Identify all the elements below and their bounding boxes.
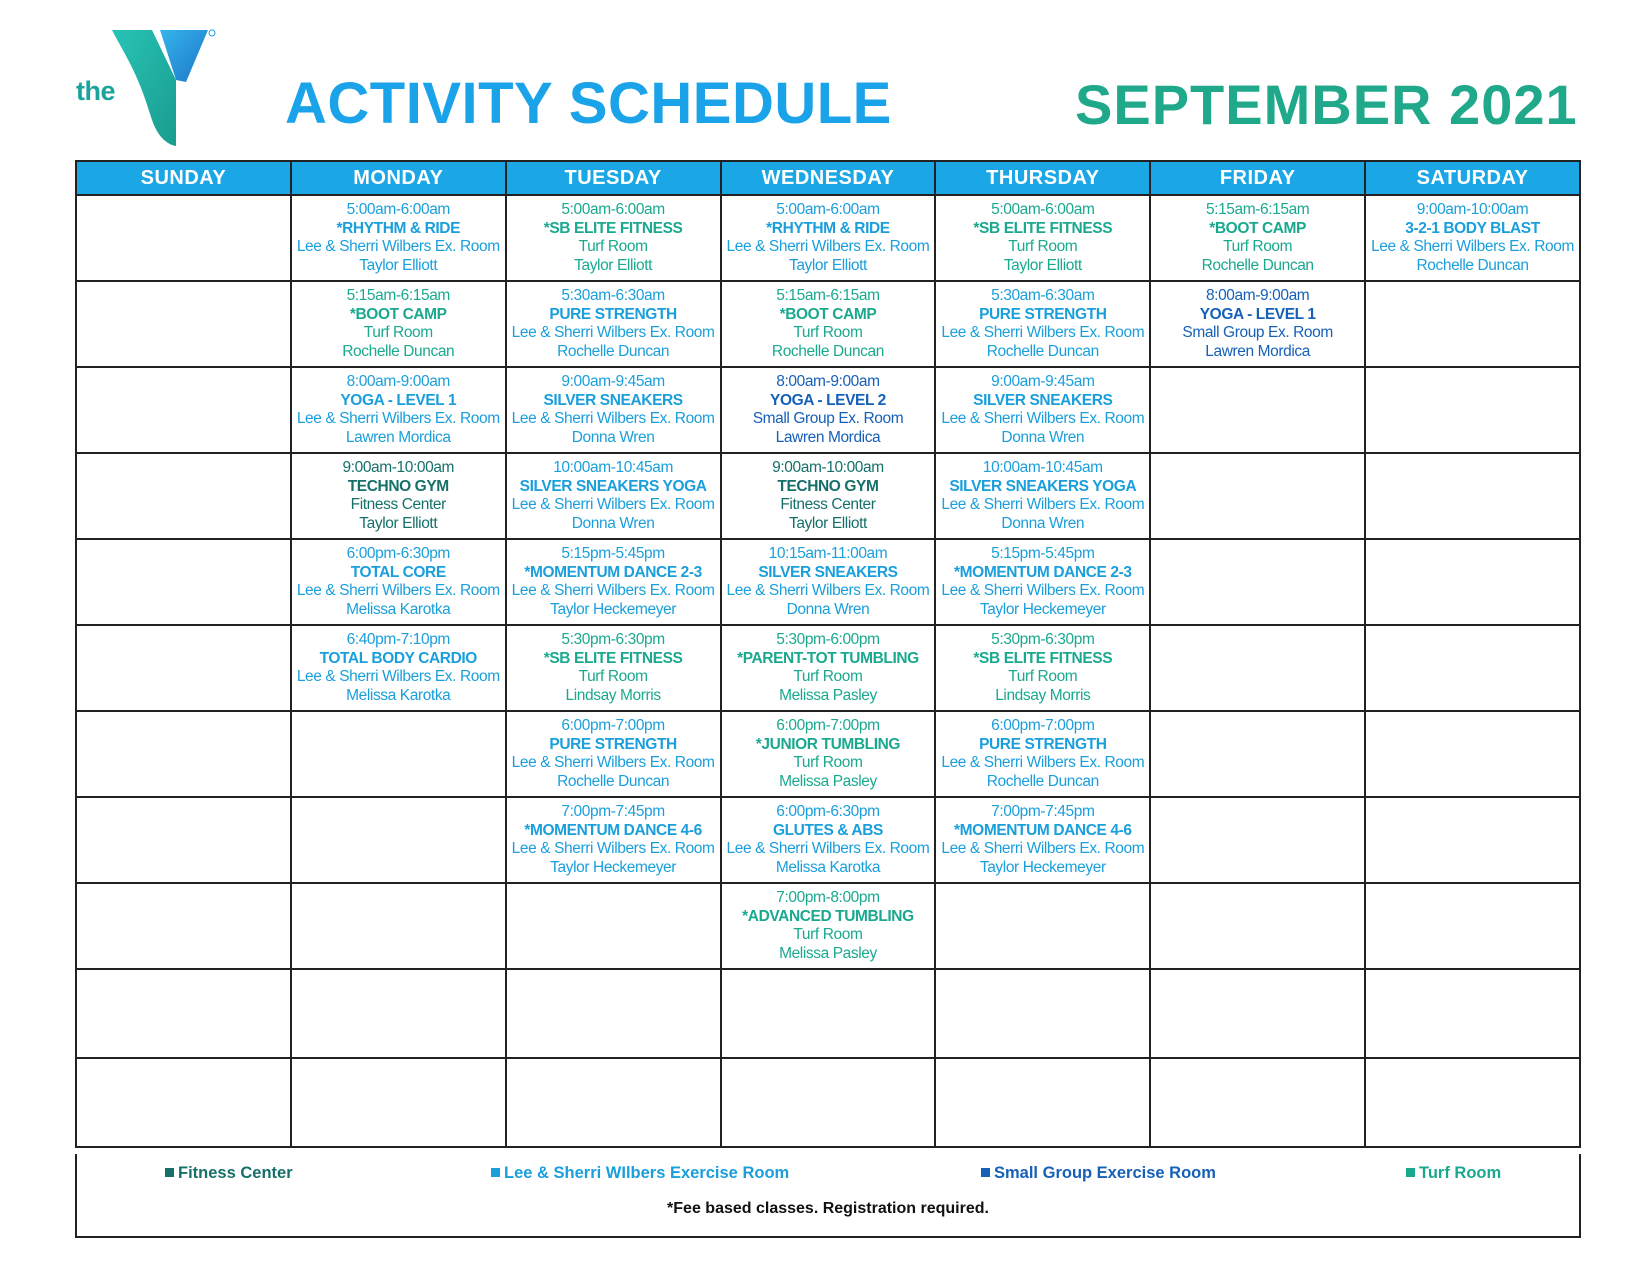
class-instructor: Taylor Elliott bbox=[788, 514, 867, 532]
class-room: Small Group Ex. Room bbox=[1182, 324, 1333, 341]
class-time: 9:00am-10:00am bbox=[772, 459, 884, 476]
schedule-cell-tuesday bbox=[506, 969, 721, 1058]
fee-note: *Fee based classes. Registration required. bbox=[667, 1200, 989, 1217]
schedule-cell-wednesday bbox=[721, 281, 936, 367]
class-room: Turf Room bbox=[793, 324, 863, 341]
class-time: 8:00am-9:00am bbox=[346, 373, 450, 390]
legend-fitness-center bbox=[165, 1164, 293, 1183]
class-room: Lee & Sherri Wilbers Ex. Room bbox=[941, 754, 1145, 771]
class-room: Lee & Sherri Wilbers Ex. Room bbox=[726, 238, 930, 255]
class-room: Fitness Center bbox=[780, 496, 876, 513]
class-room: Turf Room bbox=[793, 668, 863, 685]
logo-the-text: the bbox=[76, 76, 115, 106]
schedule-row bbox=[76, 797, 1580, 883]
class-instructor: Taylor Elliott bbox=[1003, 256, 1082, 274]
class-time: 7:00pm-7:45pm bbox=[561, 803, 665, 820]
day-header-sunday: SUNDAY bbox=[76, 161, 291, 195]
legend-square-icon bbox=[1406, 1168, 1415, 1177]
day-header-wednesday: WEDNESDAY bbox=[721, 161, 936, 195]
class-name: YOGA - LEVEL 1 bbox=[340, 391, 457, 409]
schedule-cell-saturday bbox=[1365, 367, 1580, 453]
schedule-cell-monday bbox=[291, 883, 506, 969]
class-entry bbox=[507, 373, 720, 447]
class-entry bbox=[292, 631, 505, 705]
class-room: Lee & Sherri Wilbers Ex. Room bbox=[941, 496, 1145, 513]
schedule-cell-saturday bbox=[1365, 883, 1580, 969]
class-instructor: Lawren Mordica bbox=[345, 428, 451, 446]
schedule-cell-tuesday bbox=[506, 281, 721, 367]
class-time: 10:00am-10:45am bbox=[553, 459, 674, 476]
class-time: 5:15pm-5:45pm bbox=[561, 545, 665, 562]
schedule-cell-sunday bbox=[76, 281, 291, 367]
class-name: *SB ELITE FITNESS bbox=[973, 649, 1113, 667]
class-entry bbox=[722, 803, 935, 877]
class-room: Lee & Sherri Wilbers Ex. Room bbox=[511, 324, 715, 341]
class-time: 9:00am-9:45am bbox=[991, 373, 1095, 390]
class-name: *BOOT CAMP bbox=[779, 305, 877, 323]
schedule-cell-saturday bbox=[1365, 969, 1580, 1058]
ymca-logo bbox=[76, 28, 226, 146]
class-room: Lee & Sherri Wilbers Ex. Room bbox=[941, 324, 1145, 341]
class-name: PURE STRENGTH bbox=[549, 735, 677, 753]
schedule-cell-monday bbox=[291, 281, 506, 367]
class-time: 7:00pm-8:00pm bbox=[776, 889, 880, 906]
schedule-cell-wednesday bbox=[721, 883, 936, 969]
class-entry bbox=[507, 459, 720, 533]
class-entry bbox=[722, 201, 935, 275]
schedule-cell-saturday bbox=[1365, 195, 1580, 281]
class-time: 5:15am-6:15am bbox=[1205, 201, 1310, 218]
class-time: 5:30pm-6:00pm bbox=[776, 631, 880, 648]
schedule-cell-sunday bbox=[76, 1058, 291, 1147]
schedule-cell-friday bbox=[1150, 281, 1365, 367]
schedule-cell-friday bbox=[1150, 883, 1365, 969]
schedule-cell-monday bbox=[291, 453, 506, 539]
legend-small-group-room bbox=[981, 1164, 1216, 1183]
class-name: 3-2-1 BODY BLAST bbox=[1405, 219, 1540, 237]
class-entry bbox=[507, 803, 720, 877]
class-name: GLUTES & ABS bbox=[772, 821, 883, 839]
logo-ymca-text: YMCA bbox=[176, 105, 196, 132]
schedule-cell-sunday bbox=[76, 969, 291, 1058]
class-name: *JUNIOR TUMBLING bbox=[755, 735, 901, 753]
schedule-cell-wednesday bbox=[721, 797, 936, 883]
class-entry bbox=[936, 631, 1149, 705]
schedule-cell-sunday bbox=[76, 711, 291, 797]
class-room: Lee & Sherri Wilbers Ex. Room bbox=[941, 582, 1145, 599]
class-entry bbox=[292, 287, 505, 361]
legend-square-icon bbox=[165, 1168, 174, 1177]
class-room: Lee & Sherri Wilbers Ex. Room bbox=[296, 668, 500, 685]
legend-footer bbox=[75, 1154, 1581, 1238]
schedule-cell-wednesday bbox=[721, 539, 936, 625]
class-time: 9:00am-10:00am bbox=[1416, 201, 1529, 218]
schedule-cell-sunday bbox=[76, 625, 291, 711]
class-room: Lee & Sherri Wilbers Ex. Room bbox=[511, 582, 715, 599]
class-time: 8:00am-9:00am bbox=[776, 373, 880, 390]
schedule-cell-friday bbox=[1150, 1058, 1365, 1147]
class-entry bbox=[507, 717, 720, 791]
schedule-cell-thursday bbox=[935, 969, 1150, 1058]
schedule-cell-sunday bbox=[76, 797, 291, 883]
schedule-row bbox=[76, 539, 1580, 625]
schedule-row bbox=[76, 367, 1580, 453]
schedule-cell-wednesday bbox=[721, 453, 936, 539]
class-name: *SB ELITE FITNESS bbox=[543, 219, 683, 237]
schedule-cell-friday bbox=[1150, 453, 1365, 539]
class-time: 5:00am-6:00am bbox=[346, 201, 450, 218]
schedule-cell-friday bbox=[1150, 711, 1365, 797]
class-entry bbox=[936, 545, 1149, 619]
class-room: Lee & Sherri Wilbers Ex. Room bbox=[941, 840, 1145, 857]
schedule-cell-thursday bbox=[935, 797, 1150, 883]
schedule-cell-tuesday bbox=[506, 453, 721, 539]
class-time: 6:40pm-7:10pm bbox=[346, 631, 450, 648]
schedule-cell-tuesday bbox=[506, 539, 721, 625]
class-instructor: Lawren Mordica bbox=[775, 428, 881, 446]
class-instructor: Rochelle Duncan bbox=[342, 342, 455, 360]
schedule-cell-monday bbox=[291, 969, 506, 1058]
schedule-cell-saturday bbox=[1365, 453, 1580, 539]
class-entry bbox=[936, 373, 1149, 447]
schedule-cell-tuesday bbox=[506, 711, 721, 797]
class-name: SILVER SNEAKERS YOGA bbox=[949, 477, 1137, 495]
schedule-cell-saturday bbox=[1365, 711, 1580, 797]
class-entry bbox=[1366, 201, 1579, 275]
class-room: Fitness Center bbox=[350, 496, 446, 513]
legend-label: Lee & Sherri WIlbers Exercise Room bbox=[504, 1164, 790, 1182]
class-name: TECHNO GYM bbox=[347, 477, 449, 495]
class-instructor: Melissa Pasley bbox=[779, 772, 877, 790]
schedule-cell-thursday bbox=[935, 195, 1150, 281]
class-instructor: Rochelle Duncan bbox=[557, 772, 670, 790]
schedule-cell-friday bbox=[1150, 367, 1365, 453]
class-instructor: Donna Wren bbox=[1001, 514, 1085, 532]
day-header-saturday: SATURDAY bbox=[1365, 161, 1580, 195]
class-room: Small Group Ex. Room bbox=[752, 410, 904, 427]
class-entry bbox=[1151, 201, 1364, 275]
schedule-cell-thursday bbox=[935, 453, 1150, 539]
class-room: Turf Room bbox=[1223, 238, 1293, 255]
class-name: *MOMENTUM DANCE 2-3 bbox=[524, 563, 702, 581]
class-room: Lee & Sherri Wilbers Ex. Room bbox=[511, 496, 715, 513]
class-time: 5:30am-6:30am bbox=[991, 287, 1095, 304]
schedule-cell-friday bbox=[1150, 625, 1365, 711]
legend-square-icon bbox=[981, 1168, 990, 1177]
class-instructor: Donna Wren bbox=[786, 600, 870, 618]
class-instructor: Donna Wren bbox=[571, 514, 655, 532]
class-instructor: Rochelle Duncan bbox=[1416, 256, 1529, 274]
class-name: *MOMENTUM DANCE 2-3 bbox=[954, 563, 1132, 581]
schedule-cell-sunday bbox=[76, 883, 291, 969]
schedule-row bbox=[76, 281, 1580, 367]
class-name: SILVER SNEAKERS bbox=[973, 391, 1113, 409]
class-entry bbox=[722, 373, 935, 447]
schedule-body bbox=[76, 195, 1580, 1147]
schedule-cell-saturday bbox=[1365, 1058, 1580, 1147]
class-entry bbox=[936, 287, 1149, 361]
class-room: Lee & Sherri Wilbers Ex. Room bbox=[941, 410, 1145, 427]
class-instructor: Taylor Elliott bbox=[359, 514, 438, 532]
class-name: *SB ELITE FITNESS bbox=[543, 649, 683, 667]
class-name: YOGA - LEVEL 2 bbox=[770, 391, 886, 409]
class-instructor: Rochelle Duncan bbox=[771, 342, 884, 360]
schedule-row bbox=[76, 453, 1580, 539]
schedule-cell-thursday bbox=[935, 711, 1150, 797]
class-room: Lee & Sherri Wilbers Ex. Room bbox=[511, 840, 715, 857]
class-room: Turf Room bbox=[578, 668, 648, 685]
schedule-row bbox=[76, 711, 1580, 797]
day-header-friday: FRIDAY bbox=[1150, 161, 1365, 195]
class-name: *SB ELITE FITNESS bbox=[973, 219, 1113, 237]
class-name: TOTAL BODY CARDIO bbox=[319, 649, 477, 667]
ymca-y-icon bbox=[112, 28, 224, 146]
class-name: TOTAL CORE bbox=[350, 563, 446, 581]
schedule-cell-monday bbox=[291, 711, 506, 797]
class-room: Lee & Sherri Wilbers Ex. Room bbox=[726, 840, 930, 857]
class-instructor: Taylor Heckemeyer bbox=[550, 858, 677, 876]
class-time: 10:15am-11:00am bbox=[768, 545, 888, 562]
class-time: 5:00am-6:00am bbox=[561, 201, 665, 218]
class-time: 5:15pm-5:45pm bbox=[991, 545, 1095, 562]
class-time: 7:00pm-7:45pm bbox=[991, 803, 1095, 820]
legend-lsw-room bbox=[491, 1164, 789, 1183]
class-entry bbox=[936, 459, 1149, 533]
schedule-row bbox=[76, 625, 1580, 711]
class-name: YOGA - LEVEL 1 bbox=[1199, 305, 1316, 323]
class-instructor: Donna Wren bbox=[571, 428, 655, 446]
class-room: Turf Room bbox=[793, 926, 863, 943]
class-name: PURE STRENGTH bbox=[979, 305, 1107, 323]
class-entry bbox=[507, 201, 720, 275]
schedule-cell-sunday bbox=[76, 195, 291, 281]
page-title: ACTIVITY SCHEDULE bbox=[285, 71, 892, 136]
class-instructor: Melissa Pasley bbox=[779, 944, 877, 962]
class-instructor: Lawren Mordica bbox=[1205, 342, 1310, 360]
schedule-cell-wednesday bbox=[721, 969, 936, 1058]
schedule-row bbox=[76, 195, 1580, 281]
class-entry bbox=[292, 545, 505, 619]
class-entry bbox=[507, 545, 720, 619]
class-time: 9:00am-10:00am bbox=[342, 459, 455, 476]
class-instructor: Taylor Elliott bbox=[359, 256, 438, 274]
schedule-cell-wednesday bbox=[721, 625, 936, 711]
class-room: Lee & Sherri Wilbers Ex. Room bbox=[296, 582, 500, 599]
schedule-row bbox=[76, 1058, 1580, 1147]
class-room: Lee & Sherri Wilbers Ex. Room bbox=[726, 582, 930, 599]
schedule-cell-tuesday bbox=[506, 195, 721, 281]
class-instructor: Rochelle Duncan bbox=[1201, 256, 1314, 274]
class-entry bbox=[936, 803, 1149, 877]
schedule-row bbox=[76, 883, 1580, 969]
class-entry bbox=[722, 459, 935, 533]
class-room: Lee & Sherri Wilbers Ex. Room bbox=[1371, 238, 1574, 255]
class-instructor: Taylor Heckemeyer bbox=[979, 600, 1106, 618]
schedule-cell-wednesday bbox=[721, 195, 936, 281]
class-instructor: Taylor Elliott bbox=[788, 256, 867, 274]
schedule-table bbox=[75, 160, 1581, 1148]
class-room: Turf Room bbox=[363, 324, 433, 341]
day-header-tuesday: TUESDAY bbox=[506, 161, 721, 195]
class-name: *BOOT CAMP bbox=[349, 305, 447, 323]
class-entry bbox=[722, 545, 935, 619]
class-instructor: Rochelle Duncan bbox=[986, 772, 1099, 790]
class-time: 6:00pm-6:30pm bbox=[346, 545, 450, 562]
schedule-cell-friday bbox=[1150, 969, 1365, 1058]
legend-square-icon bbox=[491, 1168, 500, 1177]
class-name: PURE STRENGTH bbox=[549, 305, 677, 323]
schedule-month: SEPTEMBER 2021 bbox=[1075, 73, 1578, 136]
class-name: SILVER SNEAKERS YOGA bbox=[519, 477, 707, 495]
class-instructor: Melissa Karotka bbox=[346, 686, 451, 704]
class-room: Turf Room bbox=[1008, 238, 1078, 255]
class-name: TECHNO GYM bbox=[777, 477, 879, 495]
class-time: 5:30pm-6:30pm bbox=[991, 631, 1095, 648]
schedule-cell-wednesday bbox=[721, 711, 936, 797]
schedule-cell-tuesday bbox=[506, 1058, 721, 1147]
class-instructor: Lindsay Morris bbox=[995, 686, 1091, 704]
schedule-cell-tuesday bbox=[506, 367, 721, 453]
schedule-row bbox=[76, 969, 1580, 1058]
class-name: PURE STRENGTH bbox=[979, 735, 1107, 753]
class-entry bbox=[722, 287, 935, 361]
legend-label: Turf Room bbox=[1419, 1164, 1502, 1182]
class-instructor: Melissa Karotka bbox=[346, 600, 451, 618]
schedule-cell-monday bbox=[291, 195, 506, 281]
class-name: *PARENT-TOT TUMBLING bbox=[737, 649, 919, 667]
schedule-cell-saturday bbox=[1365, 625, 1580, 711]
class-room: Turf Room bbox=[793, 754, 863, 771]
schedule-cell-monday bbox=[291, 367, 506, 453]
class-name: SILVER SNEAKERS bbox=[758, 563, 898, 581]
class-name: *BOOT CAMP bbox=[1209, 219, 1307, 237]
class-time: 5:30am-6:30am bbox=[561, 287, 665, 304]
schedule-cell-sunday bbox=[76, 539, 291, 625]
schedule-cell-friday bbox=[1150, 797, 1365, 883]
class-entry bbox=[1151, 287, 1364, 361]
legend-label: Fitness Center bbox=[178, 1164, 293, 1182]
class-name: *MOMENTUM DANCE 4-6 bbox=[954, 821, 1132, 839]
class-time: 6:00pm-6:30pm bbox=[776, 803, 880, 820]
class-instructor: Rochelle Duncan bbox=[986, 342, 1099, 360]
schedule-cell-tuesday bbox=[506, 797, 721, 883]
class-instructor: Rochelle Duncan bbox=[557, 342, 670, 360]
schedule-cell-saturday bbox=[1365, 539, 1580, 625]
class-instructor: Lindsay Morris bbox=[565, 686, 661, 704]
schedule-cell-tuesday bbox=[506, 883, 721, 969]
schedule-cell-friday bbox=[1150, 539, 1365, 625]
schedule-cell-monday bbox=[291, 539, 506, 625]
class-name: *MOMENTUM DANCE 4-6 bbox=[524, 821, 702, 839]
schedule-cell-monday bbox=[291, 625, 506, 711]
class-entry bbox=[507, 631, 720, 705]
class-time: 9:00am-9:45am bbox=[561, 373, 665, 390]
class-entry bbox=[936, 717, 1149, 791]
class-name: *RHYTHM & RIDE bbox=[336, 219, 461, 237]
class-time: 10:00am-10:45am bbox=[982, 459, 1103, 476]
class-room: Lee & Sherri Wilbers Ex. Room bbox=[511, 410, 715, 427]
schedule-cell-thursday bbox=[935, 367, 1150, 453]
schedule-cell-thursday bbox=[935, 1058, 1150, 1147]
class-room: Turf Room bbox=[578, 238, 648, 255]
schedule-cell-friday bbox=[1150, 195, 1365, 281]
schedule-cell-monday bbox=[291, 797, 506, 883]
class-time: 5:00am-6:00am bbox=[991, 201, 1095, 218]
class-room: Lee & Sherri Wilbers Ex. Room bbox=[296, 238, 500, 255]
schedule-cell-thursday bbox=[935, 625, 1150, 711]
class-entry bbox=[722, 889, 935, 963]
legend-label: Small Group Exercise Room bbox=[994, 1164, 1216, 1182]
schedule-cell-thursday bbox=[935, 883, 1150, 969]
day-header-row bbox=[76, 161, 1580, 195]
class-room: Lee & Sherri Wilbers Ex. Room bbox=[511, 754, 715, 771]
class-name: *ADVANCED TUMBLING bbox=[742, 907, 914, 925]
schedule-cell-saturday bbox=[1365, 797, 1580, 883]
schedule-cell-wednesday bbox=[721, 1058, 936, 1147]
class-time: 8:00am-9:00am bbox=[1205, 287, 1310, 304]
class-time: 5:00am-6:00am bbox=[776, 201, 880, 218]
day-header-monday: MONDAY bbox=[291, 161, 506, 195]
class-instructor: Melissa Pasley bbox=[779, 686, 877, 704]
day-header-thursday: THURSDAY bbox=[935, 161, 1150, 195]
class-time: 5:15am-6:15am bbox=[776, 287, 880, 304]
class-room: Turf Room bbox=[1008, 668, 1078, 685]
schedule-cell-sunday bbox=[76, 453, 291, 539]
class-instructor: Donna Wren bbox=[1001, 428, 1085, 446]
class-instructor: Taylor Elliott bbox=[574, 256, 653, 274]
class-entry bbox=[292, 201, 505, 275]
class-time: 6:00pm-7:00pm bbox=[991, 717, 1095, 734]
class-entry bbox=[292, 373, 505, 447]
class-entry bbox=[936, 201, 1149, 275]
schedule-cell-tuesday bbox=[506, 625, 721, 711]
class-time: 6:00pm-7:00pm bbox=[561, 717, 665, 734]
class-time: 5:30pm-6:30pm bbox=[561, 631, 665, 648]
schedule-cell-saturday bbox=[1365, 281, 1580, 367]
class-instructor: Melissa Karotka bbox=[775, 858, 881, 876]
class-time: 6:00pm-7:00pm bbox=[776, 717, 880, 734]
schedule-cell-thursday bbox=[935, 281, 1150, 367]
schedule-cell-monday bbox=[291, 1058, 506, 1147]
class-instructor: Taylor Heckemeyer bbox=[550, 600, 677, 618]
class-entry bbox=[292, 459, 505, 533]
schedule-cell-wednesday bbox=[721, 367, 936, 453]
class-entry bbox=[507, 287, 720, 361]
class-entry bbox=[722, 717, 935, 791]
schedule-cell-thursday bbox=[935, 539, 1150, 625]
class-name: SILVER SNEAKERS bbox=[543, 391, 683, 409]
class-entry bbox=[722, 631, 935, 705]
class-room: Lee & Sherri Wilbers Ex. Room bbox=[296, 410, 500, 427]
schedule-cell-sunday bbox=[76, 367, 291, 453]
class-time: 5:15am-6:15am bbox=[346, 287, 450, 304]
class-instructor: Taylor Heckemeyer bbox=[979, 858, 1106, 876]
class-name: *RHYTHM & RIDE bbox=[766, 219, 890, 237]
legend-turf-room bbox=[1406, 1164, 1501, 1183]
